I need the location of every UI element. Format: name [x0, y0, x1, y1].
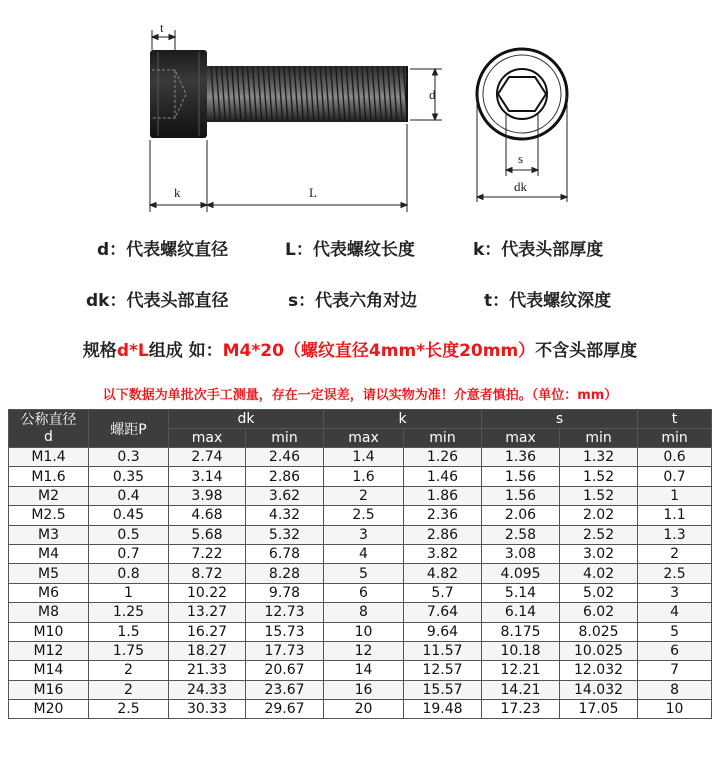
cell-size: M2 — [9, 486, 89, 505]
cell-k-min: 11.57 — [404, 641, 482, 660]
cell-s-max: 12.21 — [482, 661, 560, 680]
header-t: t — [638, 410, 712, 429]
cell-s-max: 5.14 — [482, 583, 560, 602]
cell-size: M10 — [9, 622, 89, 641]
cell-k-min: 1.86 — [404, 486, 482, 505]
cell-pitch: 2.5 — [89, 700, 169, 719]
label-L: L — [309, 185, 317, 200]
header-nominal-label: 公称直径 — [20, 411, 77, 428]
cell-t-min: 6 — [638, 641, 712, 660]
cell-size: M20 — [9, 700, 89, 719]
label-t: t — [160, 20, 164, 35]
table-header-row-1 — [9, 410, 712, 429]
table-row — [9, 661, 712, 680]
label-k: k — [174, 185, 181, 200]
header-dk-max: max — [169, 429, 246, 448]
cell-dk-max: 21.33 — [169, 661, 246, 680]
cell-k-min: 7.64 — [404, 603, 482, 622]
cell-s-max: 6.14 — [482, 603, 560, 622]
header-nominal-sub: d — [44, 428, 53, 445]
cell-t-min: 1.1 — [638, 506, 712, 525]
cell-s-max: 17.23 — [482, 700, 560, 719]
screw-spec-table — [8, 409, 712, 719]
cell-s-max: 1.56 — [482, 486, 560, 505]
cell-k-max: 2 — [324, 486, 404, 505]
cell-k-min: 2.36 — [404, 506, 482, 525]
cell-pitch: 1.75 — [89, 641, 169, 660]
cell-pitch: 0.35 — [89, 467, 169, 486]
cell-k-max: 1.6 — [324, 467, 404, 486]
cell-dk-min: 2.46 — [246, 448, 324, 467]
spec-middle: 组成 如： — [148, 341, 223, 361]
cell-k-min: 3.82 — [404, 544, 482, 563]
cell-t-min: 2.5 — [638, 564, 712, 583]
legend-t: t：代表螺纹深度 — [484, 291, 612, 311]
cell-pitch: 0.4 — [89, 486, 169, 505]
cell-k-max: 4 — [324, 544, 404, 563]
screw-head-side — [150, 50, 207, 138]
cell-t-min: 1 — [638, 486, 712, 505]
cell-s-min: 3.02 — [560, 544, 638, 563]
cell-s-min: 2.52 — [560, 525, 638, 544]
cell-k-min: 15.57 — [404, 680, 482, 699]
cell-k-max: 14 — [324, 661, 404, 680]
table-row — [9, 486, 712, 505]
cell-s-min: 8.025 — [560, 622, 638, 641]
cell-pitch: 0.5 — [89, 525, 169, 544]
cell-dk-min: 6.78 — [246, 544, 324, 563]
header-nominal-diameter — [9, 410, 89, 448]
cell-dk-max: 24.33 — [169, 680, 246, 699]
cell-k-max: 1.4 — [324, 448, 404, 467]
cell-dk-min: 20.67 — [246, 661, 324, 680]
table-row — [9, 641, 712, 660]
spec-suffix: 不含头部厚度 — [535, 341, 638, 361]
cell-dk-min: 2.86 — [246, 467, 324, 486]
header-dk: dk — [169, 410, 324, 429]
cell-dk-max: 3.14 — [169, 467, 246, 486]
cell-k-max: 3 — [324, 525, 404, 544]
cell-pitch: 2 — [89, 680, 169, 699]
cell-s-max: 14.21 — [482, 680, 560, 699]
cell-k-max: 10 — [324, 622, 404, 641]
cell-dk-min: 3.62 — [246, 486, 324, 505]
header-s-min: min — [560, 429, 638, 448]
cell-size: M1.6 — [9, 467, 89, 486]
cell-s-max: 2.58 — [482, 525, 560, 544]
cell-k-max: 16 — [324, 680, 404, 699]
cell-dk-max: 3.98 — [169, 486, 246, 505]
cell-s-max: 1.36 — [482, 448, 560, 467]
label-d: d — [429, 87, 436, 102]
cell-s-min: 1.52 — [560, 467, 638, 486]
cell-s-min: 12.032 — [560, 661, 638, 680]
spec-example-line — [0, 336, 720, 361]
spec-prefix: 规格 — [82, 341, 117, 361]
header-dk-min: min — [246, 429, 324, 448]
cell-s-min: 17.05 — [560, 700, 638, 719]
cell-t-min: 10 — [638, 700, 712, 719]
table-row — [9, 467, 712, 486]
spec-example: M4*20（螺纹直径4mm*长度20mm） — [222, 341, 536, 361]
cell-dk-min: 9.78 — [246, 583, 324, 602]
header-k: k — [324, 410, 482, 429]
cell-size: M16 — [9, 680, 89, 699]
screw-head-top-view — [477, 49, 567, 139]
cell-k-min: 12.57 — [404, 661, 482, 680]
cell-s-min: 14.032 — [560, 680, 638, 699]
header-t-min: min — [638, 429, 712, 448]
header-pitch: 螺距P — [89, 410, 169, 448]
cell-k-max: 20 — [324, 700, 404, 719]
cell-pitch: 2 — [89, 661, 169, 680]
cell-dk-max: 10.22 — [169, 583, 246, 602]
cell-dk-min: 12.73 — [246, 603, 324, 622]
table-row — [9, 525, 712, 544]
table-row — [9, 622, 712, 641]
cell-size: M1.4 — [9, 448, 89, 467]
header-k-min: min — [404, 429, 482, 448]
legend-s: s：代表六角对边 — [288, 291, 418, 311]
cell-pitch: 0.8 — [89, 564, 169, 583]
cell-k-min: 9.64 — [404, 622, 482, 641]
cell-k-min: 2.86 — [404, 525, 482, 544]
cell-t-min: 1.3 — [638, 525, 712, 544]
cell-t-min: 5 — [638, 622, 712, 641]
cell-k-max: 6 — [324, 583, 404, 602]
table-body — [9, 448, 712, 719]
cell-dk-max: 7.22 — [169, 544, 246, 563]
cell-k-max: 5 — [324, 564, 404, 583]
cell-t-min: 4 — [638, 603, 712, 622]
screw-shank-side — [207, 66, 407, 122]
cell-size: M4 — [9, 544, 89, 563]
cell-t-min: 7 — [638, 661, 712, 680]
cell-dk-min: 5.32 — [246, 525, 324, 544]
cell-size: M5 — [9, 564, 89, 583]
cell-size: M8 — [9, 603, 89, 622]
cell-k-min: 1.26 — [404, 448, 482, 467]
cell-s-max: 4.095 — [482, 564, 560, 583]
cell-s-max: 8.175 — [482, 622, 560, 641]
table-row — [9, 564, 712, 583]
cell-size: M12 — [9, 641, 89, 660]
screw-technical-drawing — [0, 0, 720, 225]
cell-dk-max: 18.27 — [169, 641, 246, 660]
header-s: s — [482, 410, 638, 429]
table-row — [9, 506, 712, 525]
cell-dk-max: 4.68 — [169, 506, 246, 525]
cell-s-max: 10.18 — [482, 641, 560, 660]
cell-k-min: 1.46 — [404, 467, 482, 486]
spec-formula: d*L — [116, 341, 149, 361]
legend-dk: dk：代表头部直径 — [86, 291, 229, 311]
cell-k-min: 4.82 — [404, 564, 482, 583]
cell-size: M14 — [9, 661, 89, 680]
cell-size: M6 — [9, 583, 89, 602]
cell-k-min: 19.48 — [404, 700, 482, 719]
cell-s-min: 1.32 — [560, 448, 638, 467]
cell-pitch: 0.45 — [89, 506, 169, 525]
cell-dk-min: 4.32 — [246, 506, 324, 525]
cell-s-max: 2.06 — [482, 506, 560, 525]
cell-s-max: 3.08 — [482, 544, 560, 563]
cell-s-min: 10.025 — [560, 641, 638, 660]
cell-dk-min: 23.67 — [246, 680, 324, 699]
cell-size: M3 — [9, 525, 89, 544]
cell-s-min: 4.02 — [560, 564, 638, 583]
legend-k: k：代表头部厚度 — [473, 240, 604, 260]
cell-t-min: 2 — [638, 544, 712, 563]
cell-dk-max: 2.74 — [169, 448, 246, 467]
cell-dk-max: 30.33 — [169, 700, 246, 719]
label-dk: dk — [514, 179, 527, 194]
cell-dk-max: 16.27 — [169, 622, 246, 641]
header-k-max: max — [324, 429, 404, 448]
legend-d: d：代表螺纹直径 — [97, 240, 229, 260]
cell-dk-max: 5.68 — [169, 525, 246, 544]
dimension-d — [410, 69, 442, 120]
cell-s-min: 1.52 — [560, 486, 638, 505]
legend-L: L：代表螺纹长度 — [285, 240, 415, 260]
cell-dk-max: 8.72 — [169, 564, 246, 583]
table-row — [9, 448, 712, 467]
cell-k-max: 12 — [324, 641, 404, 660]
cell-t-min: 0.7 — [638, 467, 712, 486]
cell-t-min: 0.6 — [638, 448, 712, 467]
cell-dk-min: 15.73 — [246, 622, 324, 641]
cell-dk-min: 8.28 — [246, 564, 324, 583]
table-row — [9, 544, 712, 563]
cell-pitch: 1.5 — [89, 622, 169, 641]
cell-size: M2.5 — [9, 506, 89, 525]
cell-dk-max: 13.27 — [169, 603, 246, 622]
label-s: s — [518, 151, 524, 166]
cell-dk-min: 17.73 — [246, 641, 324, 660]
measurement-notice: 以下数据为单批次手工测量，存在一定误差，请以实物为准！介意者慎拍。（单位：mm） — [102, 388, 618, 403]
cell-pitch: 1 — [89, 583, 169, 602]
cell-pitch: 1.25 — [89, 603, 169, 622]
table-row — [9, 583, 712, 602]
cell-k-max: 2.5 — [324, 506, 404, 525]
cell-s-min: 2.02 — [560, 506, 638, 525]
cell-pitch: 0.7 — [89, 544, 169, 563]
cell-s-min: 5.02 — [560, 583, 638, 602]
header-s-max: max — [482, 429, 560, 448]
cell-dk-min: 29.67 — [246, 700, 324, 719]
cell-t-min: 3 — [638, 583, 712, 602]
table-row — [9, 680, 712, 699]
table-row — [9, 603, 712, 622]
cell-pitch: 0.3 — [89, 448, 169, 467]
cell-s-max: 1.56 — [482, 467, 560, 486]
cell-k-min: 5.7 — [404, 583, 482, 602]
cell-t-min: 8 — [638, 680, 712, 699]
cell-s-min: 6.02 — [560, 603, 638, 622]
table-row — [9, 700, 712, 719]
cell-k-max: 8 — [324, 603, 404, 622]
